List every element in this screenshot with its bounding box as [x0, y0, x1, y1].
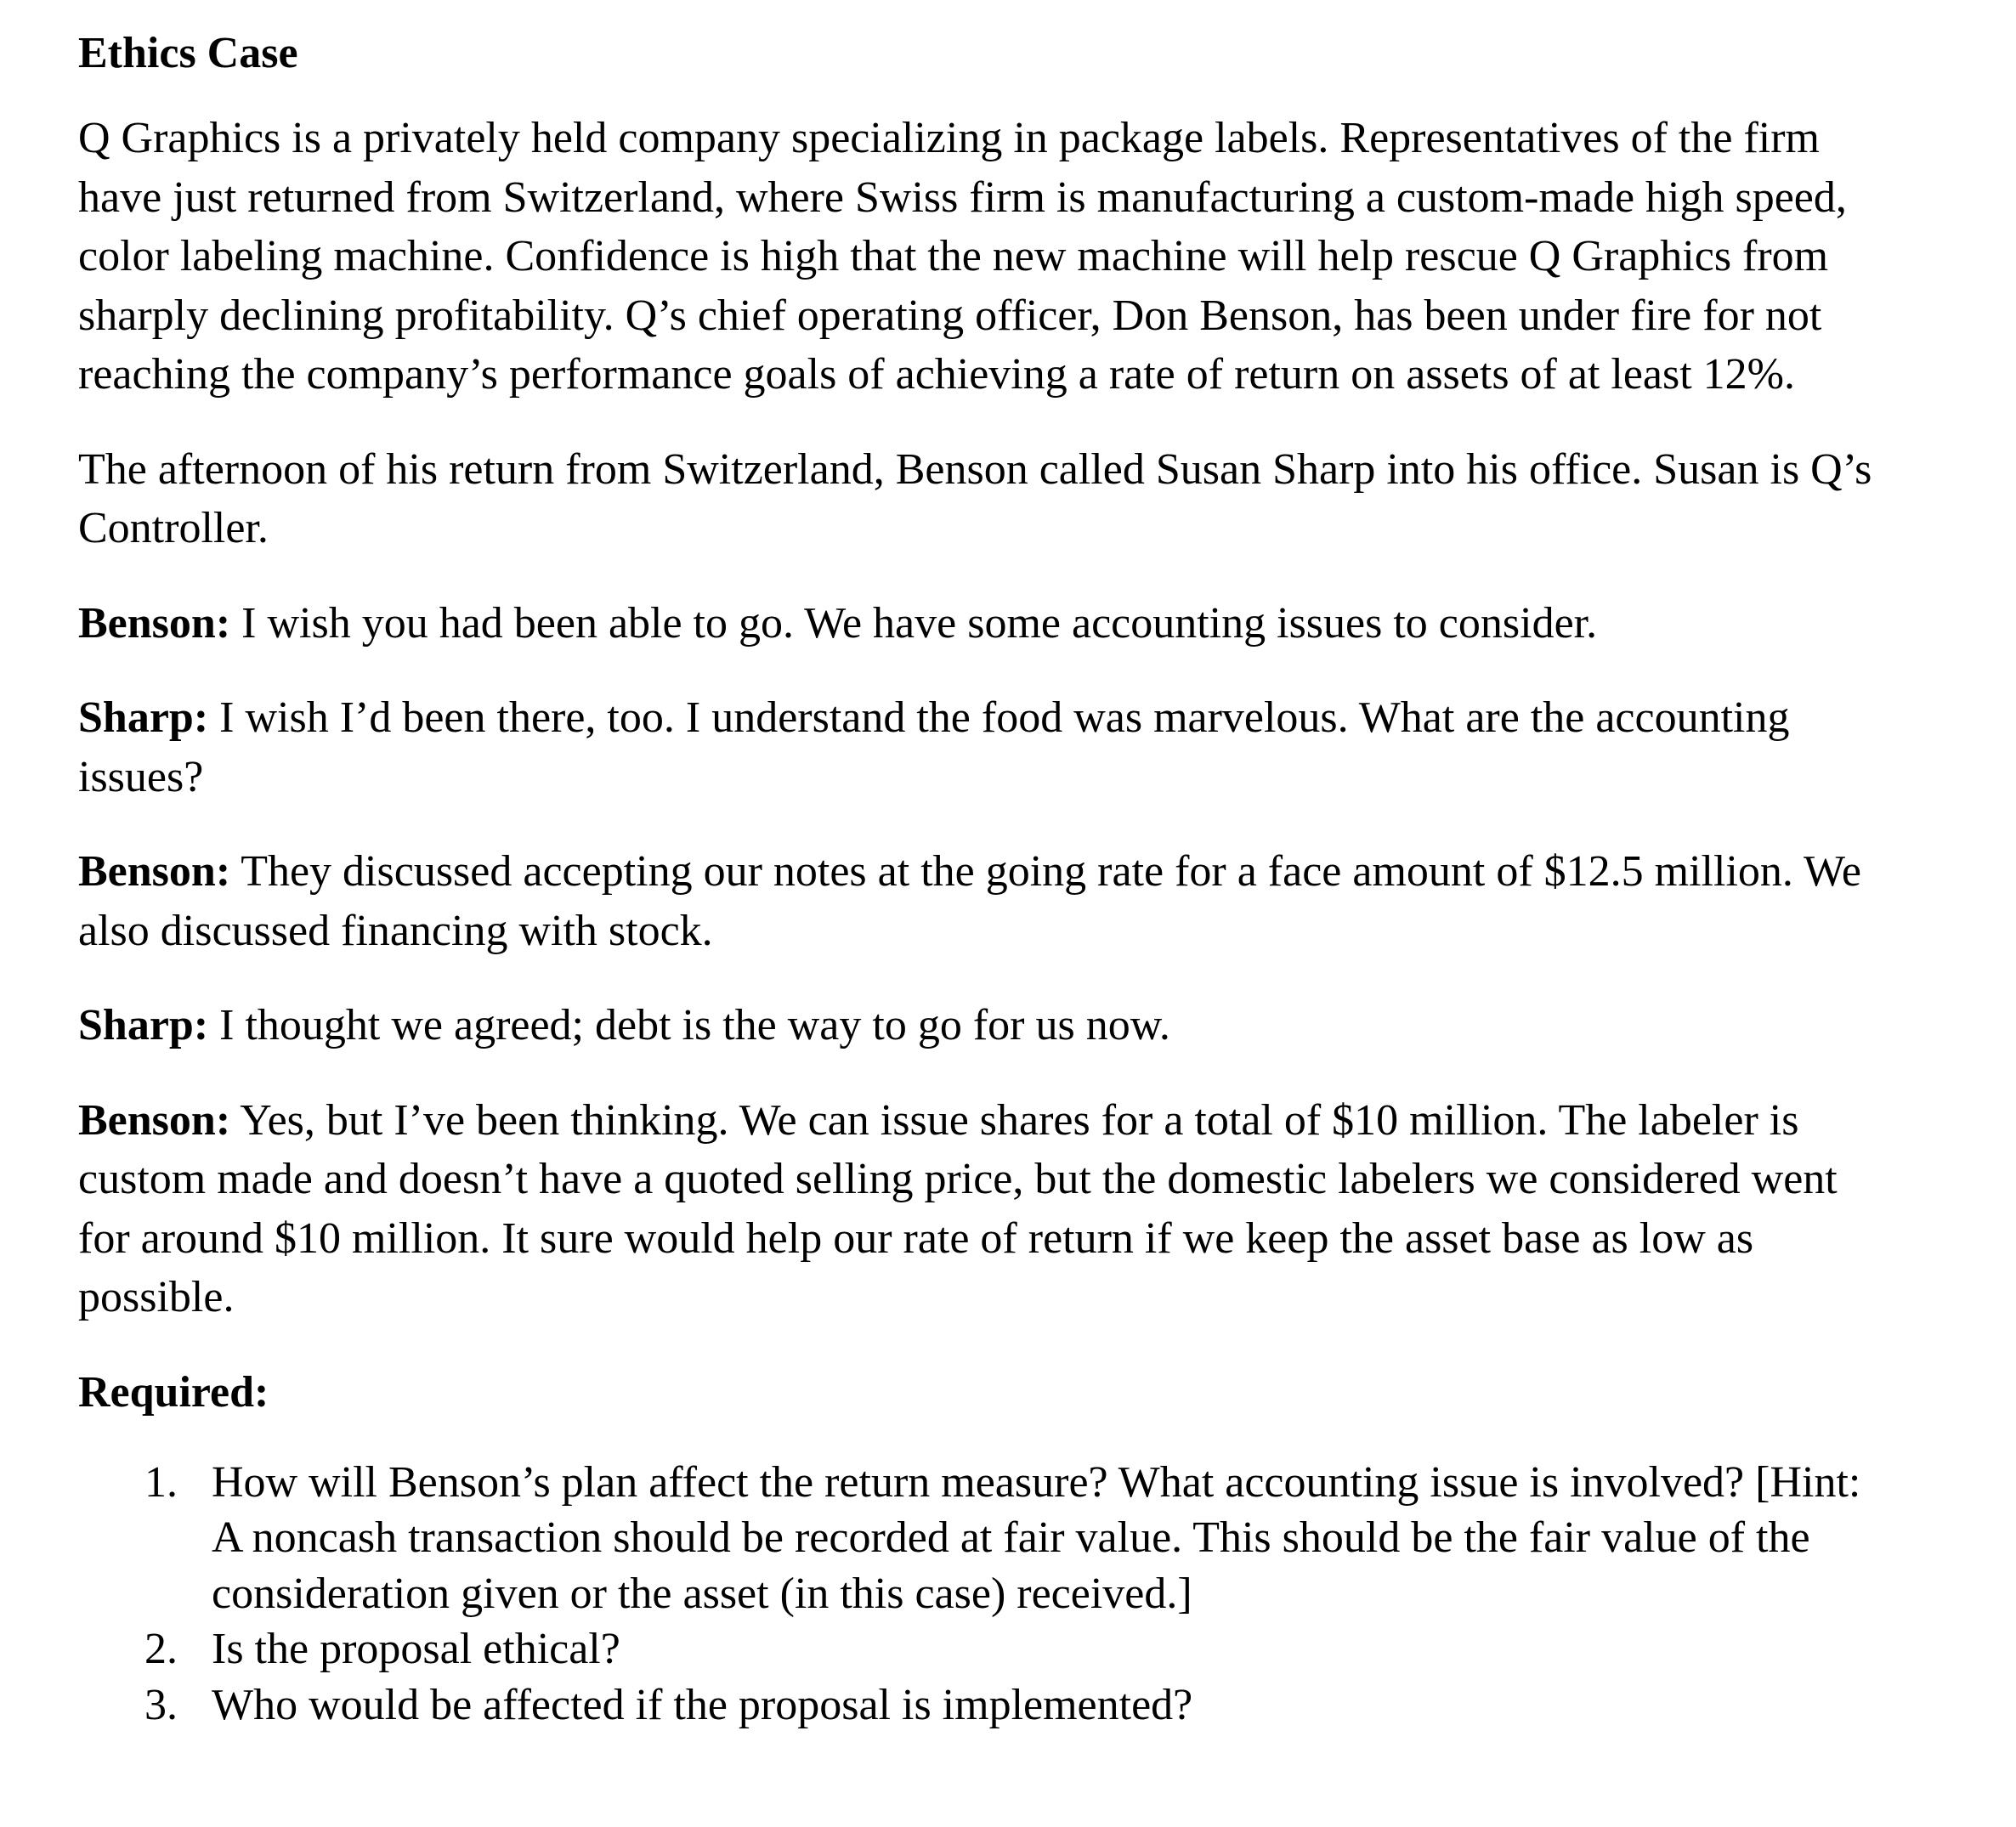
question-item: [78, 1677, 1880, 1734]
dialogue-text: I wish I’d been there, too. I understand the food was marvelous. What are the accounting issues?: [78, 693, 1790, 801]
speaker-name: Sharp:: [78, 693, 209, 742]
question-text: Who would be affected if the proposal is implemented?: [212, 1680, 1193, 1729]
intro-paragraph: Q Graphics is a privately held company specializing in package labels. Representatives of the firm have just returned from Switzerland, where Swiss firm is manufacturing a custom-made high speed, color labeling machine. Confidence is high that the new machine will help rescue Q Graphics from sharply declining profitability. Q’s chief operating officer, Don Benson, has been under fire for not reaching the company’s performance goals of achieving a rate of return on assets of at least 12%.: [78, 114, 1847, 399]
speaker-name: Sharp:: [78, 1001, 209, 1049]
question-item: [78, 1621, 1880, 1677]
question-number: 3.: [144, 1680, 178, 1729]
document-title: Ethics Case: [78, 29, 298, 77]
required-heading: Required:: [78, 1367, 269, 1417]
document-page: [78, 24, 1880, 1733]
speaker-name: Benson:: [78, 1095, 231, 1145]
dialogue-text: I wish you had been able to go. We have some accounting issues to consider.: [230, 598, 1598, 648]
dialogue-text: They discussed accepting our notes at the going rate for a face amount of $12.5 million. We also discussed financing with stock.: [78, 847, 1861, 955]
dialogue-text: Yes, but I’ve been thinking. We can issue shares for a total of $10 million. The labeler is custom made and doesn’t have a quoted selling price, but the domestic labelers we considered went for around $10 million. It sure would help our rate of return if we keep the asset base as low as possible.: [78, 1095, 1838, 1321]
dialogue-text: I thought we agreed; debt is the way to go for us now.: [208, 1001, 1170, 1049]
dialogue-line: [78, 1091, 1880, 1327]
question-number: 2.: [144, 1625, 178, 1673]
question-text: How will Benson’s plan affect the return measure? What accounting issue is involved? [Hint: A noncash transaction should be recorded at fair value. This should be the fair value of the consideration given or the asset (in this case) received.]: [212, 1457, 1861, 1618]
question-list: [78, 1455, 1880, 1734]
dialogue-line: [78, 594, 1880, 653]
question-number: 1.: [144, 1457, 178, 1507]
question-text: Is the proposal ethical?: [212, 1625, 620, 1673]
speaker-name: Benson:: [78, 847, 231, 896]
dialogue-line: [78, 842, 1880, 960]
speaker-name: Benson:: [78, 598, 231, 648]
question-item: [78, 1455, 1880, 1622]
dialogue-line: [78, 688, 1880, 806]
intro-paragraph: The afternoon of his return from Switzerland, Benson called Susan Sharp into his office. Susan is Q’s Controller.: [78, 444, 1872, 552]
dialogue-line: [78, 996, 1880, 1055]
